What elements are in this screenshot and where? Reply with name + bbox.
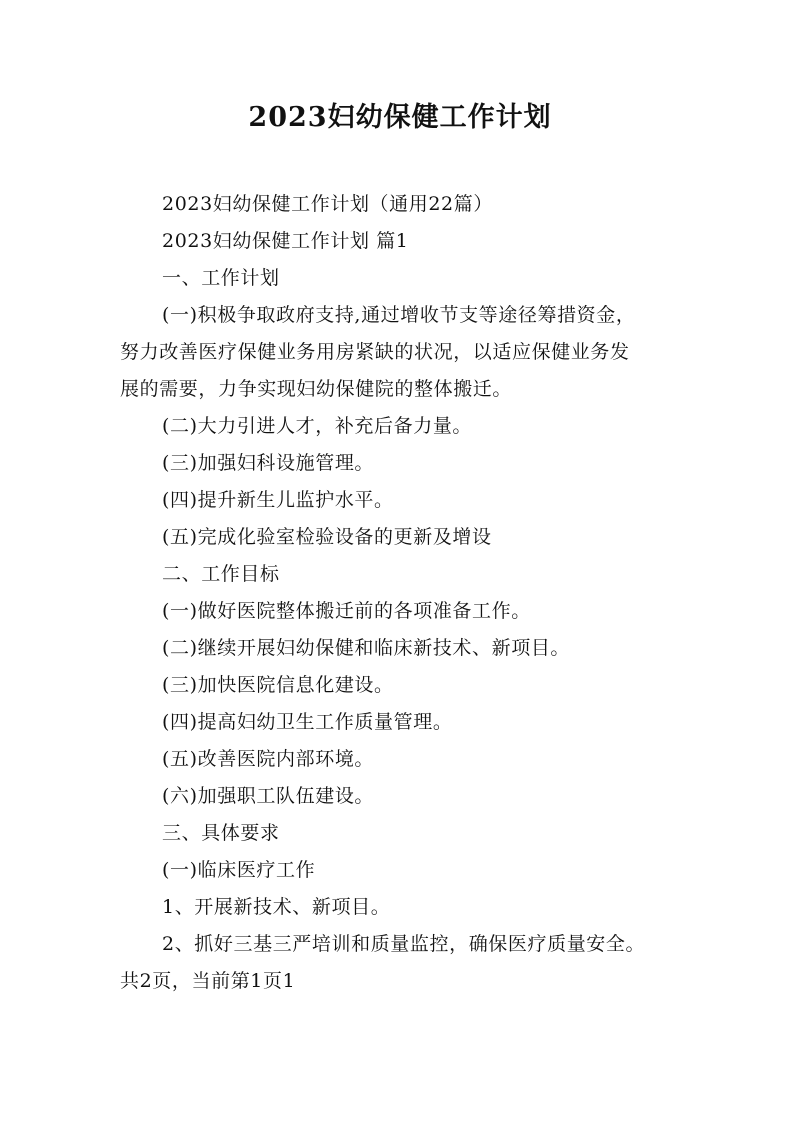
list-item: (三)加强妇科设施管理。 <box>162 452 375 474</box>
paragraph-line: (一)积极争取政府支持,通过增收节支等途径筹措资金， <box>162 304 636 326</box>
paragraph-line: 展的需要，力争实现妇幼保健院的整体搬迁。 <box>120 378 513 400</box>
page-indicator: 共2页，当前第1页1 <box>120 970 296 992</box>
section-heading-1: 2023妇幼保健工作计划 篇1 <box>162 230 409 252</box>
list-item: (六)加强职工队伍建设。 <box>162 785 375 807</box>
list-item: (四)提高妇幼卫生工作质量管理。 <box>162 711 453 733</box>
heading-work-goals: 二、工作目标 <box>162 563 280 585</box>
list-item: (一)临床医疗工作 <box>162 859 316 881</box>
list-item: 2、抓好三基三严培训和质量监控，确保医疗质量安全。 <box>162 933 646 955</box>
list-item: (二)大力引进人才，补充后备力量。 <box>162 415 473 437</box>
list-item: (五)改善医院内部环境。 <box>162 748 375 770</box>
heading-specific-requirements: 三、具体要求 <box>162 822 280 844</box>
paragraph-line: 努力改善医疗保健业务用房紧缺的状况，以适应保健业务发 <box>120 341 630 363</box>
list-item: (三)加快医院信息化建设。 <box>162 674 394 696</box>
document-title: 2023妇幼保健工作计划 <box>248 102 552 133</box>
list-item: (四)提升新生儿监护水平。 <box>162 489 394 511</box>
intro-line: 2023妇幼保健工作计划（通用22篇） <box>162 193 493 215</box>
list-item: 1、开展新技术、新项目。 <box>162 896 391 918</box>
list-item: (二)继续开展妇幼保健和临床新技术、新项目。 <box>162 637 571 659</box>
list-item: (五)完成化验室检验设备的更新及增设 <box>162 526 492 548</box>
list-item: (一)做好医院整体搬迁前的各项准备工作。 <box>162 600 531 622</box>
heading-work-plan: 一、工作计划 <box>162 267 280 289</box>
